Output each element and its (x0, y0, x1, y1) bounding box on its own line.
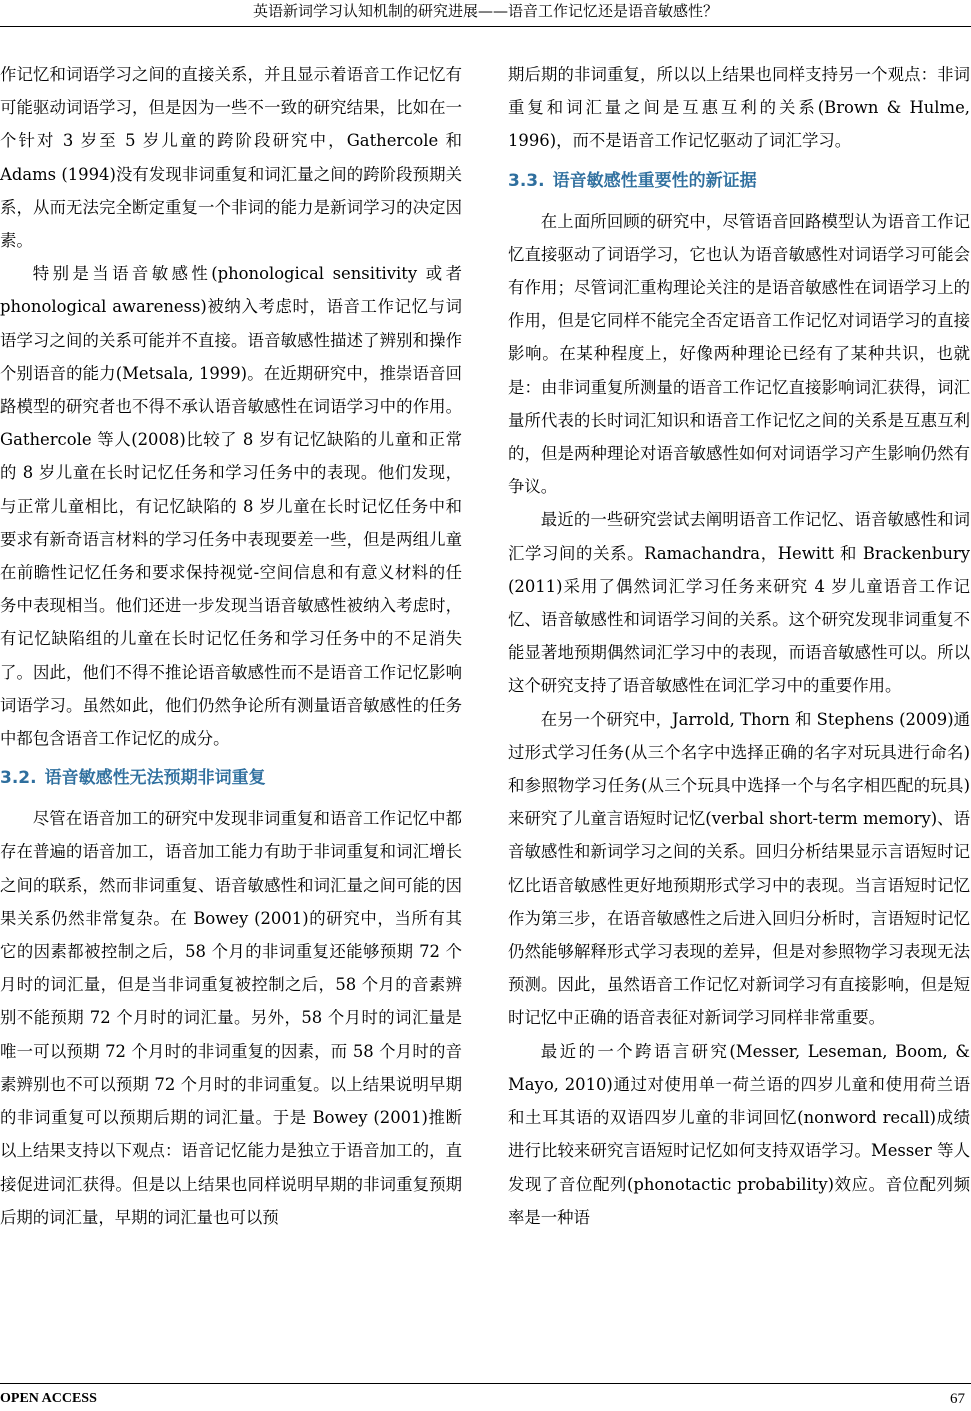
section-heading (0, 762, 462, 795)
page-number: 67 (950, 1391, 965, 1407)
section-title: 语音敏感性重要性的新证据 (552, 170, 757, 191)
paragraph: 期后期的非词重复，所以以上结果也同样支持另一个观点：非词重复和词汇量之间是互惠互利的关系(Brown & Hulme, 1996)，而不是语音工作记忆驱动了词汇学习。 (508, 65, 970, 151)
section-number: 3.2. (0, 768, 37, 789)
paragraph: 作记忆和词语学习之间的直接关系，并且显示着语音工作记忆有可能驱动词语学习，但是因为一些不一致的研究结果，比如在一个针对 3 岁至 5 岁儿童的跨阶段研究中，Gathercole 和 Adams (1994)没有发现非词重复和词汇量之间的跨阶段预期关系，从而无法完全断定重复一个非词的能力是新词学习的决定因素。 (0, 65, 462, 251)
section-number: 3.3. (508, 170, 545, 191)
paragraph: 在另一个研究中，Jarrold, Thorn 和 Stephens (2009)通过形式学习任务(从三个名字中选择正确的名字对玩具进行命名)和参照物学习任务(从三个玩具中选择一个与名字相匹配的玩具)来研究了儿童言语短时记忆(verbal short-term memory)、语音敏感性和新词学习之间的关系。回归分析结果显示言语短时记忆比语音敏感性更好地预期形式学习中的表现。当言语短时记忆作为第三步，在语音敏感性之后进入回归分析时，言语短时记忆仍然能够解释形式学习表现的差异，但是对参照物学习表现无法预测。因此，虽然语音工作记忆对新词学习有直接影响，但是短时记忆中正确的语音表征对新词学习同样非常重要。 (508, 709, 970, 1028)
right-column (508, 58, 970, 1234)
paragraph: 最近的一个跨语言研究(Messer, Leseman, Boom, & Mayo, 2010)通过对使用单一荷兰语的四岁儿童和使用荷兰语和土耳其语的双语四岁儿童的非词回忆(nonword recall)成绩进行比较来研究言语短时记忆如何支持双语学习。Messer 等人发现了音位配列(phonotactic probability)效应。音位配列频率是一种语 (508, 1041, 970, 1227)
journal-label: OPEN ACCESS (0, 1391, 97, 1406)
footer-rule (0, 1383, 971, 1384)
section-heading (508, 165, 970, 198)
paragraph: 特别是当语音敏感性(phonological sensitivity 或者 phonological awareness)被纳入考虑时，语音工作记忆与词语学习之间的关系可能并不直接。语音敏感性描述了辨别和操作个别语音的能力(Metsala, 1999)。在近期研究中，推崇语音回路模型的研究者也不得不承认语音敏感性在词语学习中的作用。Gathercole 等人(2008)比较了 8 岁有记忆缺陷的儿童和正常的 8 岁儿童在长时记忆任务和学习任务中的表现。他们发现，与正常儿童相比，有记忆缺陷的 8 岁儿童在长时记忆任务中和要求有新奇语言材料的学习任务中表现要差一些，但是两组儿童在前瞻性记忆任务和要求保持视觉-空间信息和有意义材料的任务中表现相当。他们还进一步发现当语音敏感性被纳入考虑时，有记忆缺陷组的儿童在长时记忆任务和学习任务中的不足消失了。因此，他们不得不推论语音敏感性而不是语音工作记忆影响词语学习。虽然如此，他们仍然争论所有测量语音敏感性的任务中都包含语音工作记忆的成分。 (0, 264, 462, 749)
paragraph: 尽管在语音加工的研究中发现非词重复和语音工作记忆中都存在普遍的语音加工，语音加工能力有助于非词重复和词汇增长之间的联系，然而非词重复、语音敏感性和词汇量之间可能的因果关系仍然非常复杂。在 Bowey (2001)的研究中，当所有其它的因素都被控制之后，58 个月的非词重复还能够预期 72 个月时的词汇量，但是当非词重复被控制之后，58 个月的音素辨别不能预期 72 个月时的词汇量。另外，58 个月时的词汇量是唯一可以预期 72 个月时的非词重复的因素，而 58 个月时的音素辨别也不可以预期 72 个月时的非词重复。以上结果说明早期的非词重复可以预期后期的词汇量。于是 Bowey (2001)推断以上结果支持以下观点：语音记忆能力是独立于语音加工的，直接促进词汇获得。但是以上结果也同样说明早期的非词重复预期后期的词汇量，早期的词汇量也可以预 (0, 809, 462, 1227)
paragraph: 最近的一些研究尝试去阐明语音工作记忆、语音敏感性和词汇学习间的关系。Ramachandra，Hewitt 和 Brackenbury (2011)采用了偶然词汇学习任务来研究 4 岁儿童语音工作记忆、语音敏感性和词语学习间的关系。这个研究发现非词重复不能显著地预期偶然词汇学习中的表现，而语音敏感性可以。所以这个研究支持了语音敏感性在词汇学习中的重要作用。 (508, 510, 970, 696)
left-column (0, 58, 462, 1234)
running-head: 英语新词学习认知机制的研究进展——语音工作记忆还是语音敏感性？ (252, 2, 718, 20)
header-rule (0, 26, 971, 27)
section-title: 语音敏感性无法预期非词重复 (44, 768, 266, 789)
paragraph: 在上面所回顾的研究中，尽管语音回路模型认为语音工作记忆直接驱动了词语学习，它也认为语音敏感性对词语学习可能会有作用；尽管词汇重构理论关注的是语音敏感性在词语学习上的作用，但是它同样不能完全否定语音工作记忆对词语学习的直接影响。在某种程度上，好像两种理论已经有了某种共识，也就是：由非词重复所测量的语音工作记忆直接影响词汇获得，词汇量所代表的长时词汇知识和语音工作记忆之间的关系是互惠互利的，但是两种理论对语音敏感性如何对词语学习产生影响仍然有争议。 (508, 211, 970, 497)
